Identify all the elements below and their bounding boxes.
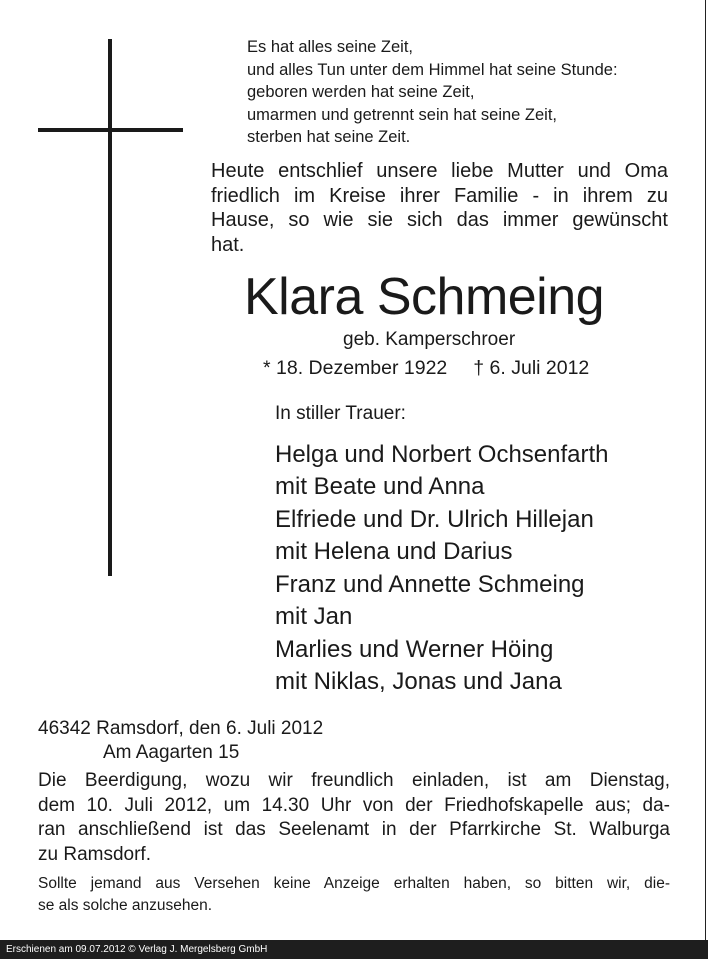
mourner-group [275,634,609,697]
intro-line: friedlich im Kreise ihrer Familie - in ihrem zu [211,184,668,207]
quote-line: umarmen und getrennt sein hat seine Zeit, [247,105,558,124]
funeral-line: zu Ramsdorf. [38,843,151,865]
mourners-list [275,439,609,699]
mourner-line: mit Jan [275,602,353,630]
quote-line: Es hat alles seine Zeit, [247,38,413,56]
note-line: se als solche anzusehen. [38,897,213,914]
quote-line: und alles Tun unter dem Himmel hat seine Stunde: [247,60,618,79]
funeral-info [38,769,670,867]
bible-quote [247,36,618,149]
street: Am Aagarten 15 [103,741,240,763]
mourner-line: Elfriede und Dr. Ulrich Hillejan [275,506,594,533]
mourner-group [275,569,609,632]
mourner-group [275,439,609,502]
mourner-line: Franz und Annette Schmeing [275,571,585,598]
place-date: 46342 Ramsdorf, den 6. Juli 2012 [38,718,324,739]
intro-line: Heute entschlief unsere liebe Mutter und Oma [211,160,668,182]
birth-name: geb. Kamperschroer [343,329,516,350]
funeral-line: Die Beerdigung, wozu wir freundlich einladen, ist am Dienstag, [38,770,670,791]
intro-text [211,159,668,257]
mourning-heading: In stiller Trauer: [275,403,406,424]
publication-footer: Erschienen am 09.07.2012 © Verlag J. Mergelsberg GmbH [0,940,708,959]
cross-icon-crossbar [38,128,183,132]
funeral-line: dem 10. Juli 2012, um 14.30 Uhr von der Friedhofskapelle aus; da- [38,794,670,816]
life-dates [263,357,589,380]
note-line: Sollte jemand aus Versehen keine Anzeige erhalten haben, so bitten wir, die- [38,875,670,892]
intro-line: Hause, so wie sie sich das immer gewünscht [211,209,668,231]
intro-line: hat. [211,233,245,256]
quote-line: sterben hat seine Zeit. [247,128,411,146]
funeral-line: ran anschließend ist das Seelenamt in der Pfarrkirche St. Walburga [38,819,670,840]
death-date: † 6. Juli 2012 [473,357,590,379]
mourner-line: mit Helena und Darius [275,537,513,565]
quote-line: geboren werden hat seine Zeit, [247,83,475,101]
deceased-name: Klara Schmeing [244,268,605,326]
mourner-line: mit Beate und Anna [275,472,485,500]
mourner-line: mit Niklas, Jonas und Jana [275,667,562,695]
mourner-line: Helga und Norbert Ochsenfarth [275,441,609,468]
mourner-group [275,504,609,567]
closing-note [38,873,670,917]
mourner-line: Marlies und Werner Höing [275,636,554,663]
family-address [38,717,323,764]
birth-date: * 18. Dezember 1922 [263,357,448,379]
